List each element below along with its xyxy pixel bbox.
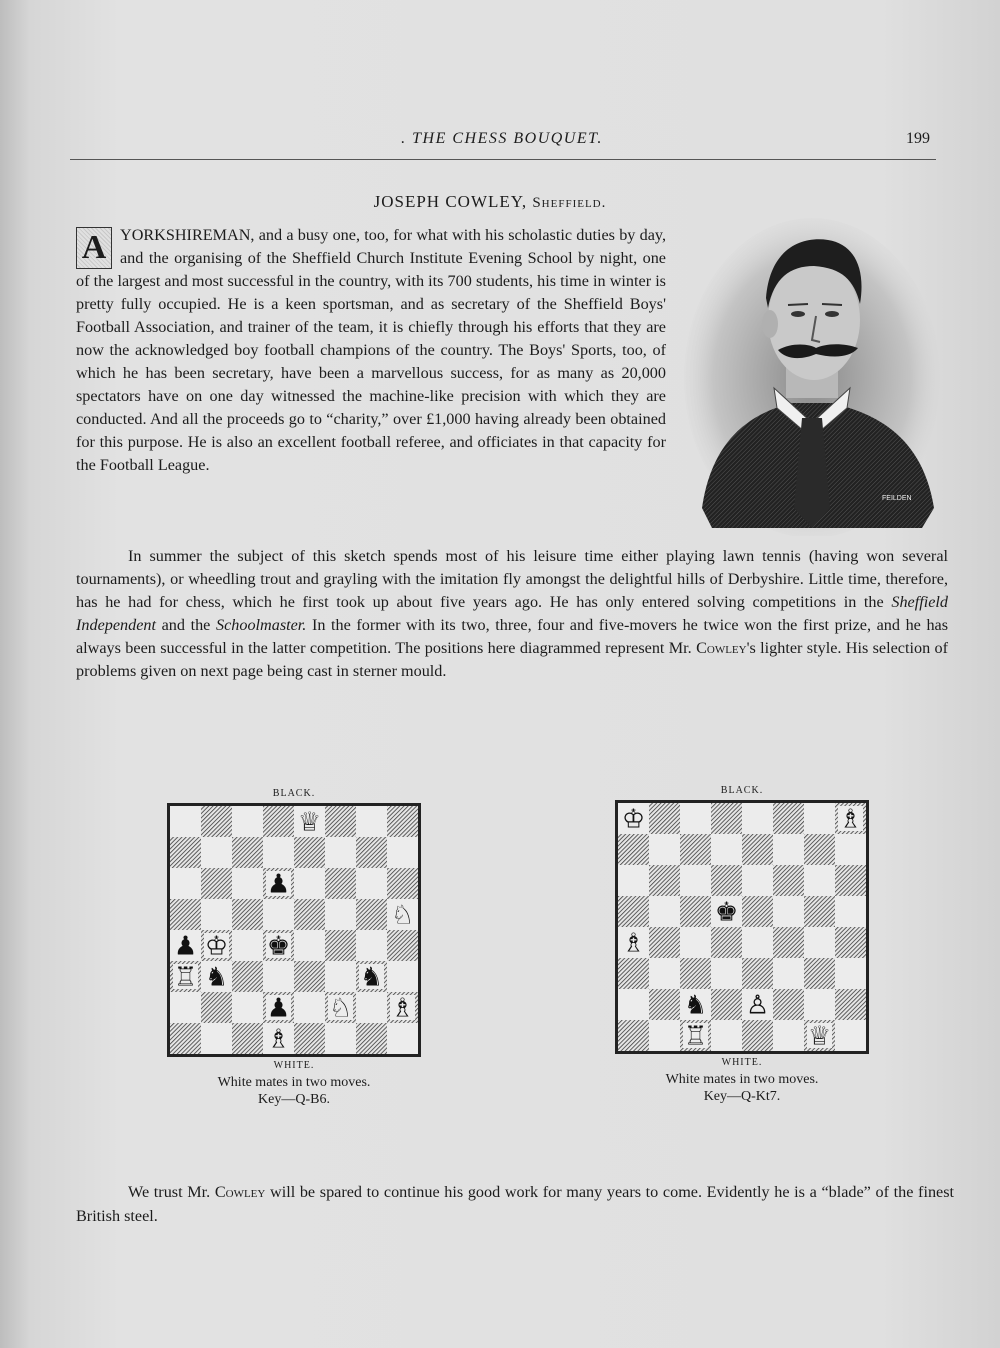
light-square — [263, 961, 294, 992]
page-header — [72, 130, 932, 150]
dark-square — [201, 992, 232, 1023]
dark-square — [618, 834, 649, 865]
dark-square — [387, 806, 418, 837]
chess-board — [615, 800, 869, 1054]
light-square — [649, 834, 680, 865]
dark-square — [356, 1023, 387, 1054]
dark-square — [773, 865, 804, 896]
dark-square — [711, 927, 742, 958]
dark-square — [680, 896, 711, 927]
light-square — [232, 992, 263, 1023]
light-square — [835, 1020, 866, 1051]
light-square — [711, 834, 742, 865]
light-square — [387, 837, 418, 868]
white-queen-piece: ♕ — [297, 807, 322, 838]
light-square — [649, 1020, 680, 1051]
white-bishop-piece: ♗ — [621, 928, 646, 959]
dark-square — [618, 1020, 649, 1051]
portrait-photo — [682, 208, 940, 536]
light-square — [804, 803, 835, 834]
black-king-piece: ♚ — [266, 931, 291, 962]
problem-key: Key—Q-B6. — [258, 1092, 330, 1107]
dark-square — [232, 837, 263, 868]
dark-square — [649, 927, 680, 958]
paragraph-2-part-b: In the former with its two, three, four and five-movers he twice won the first prize, and he has always been successful in the latter competition. The positions here diagrammed represent Mr. — [76, 616, 949, 657]
dark-square — [649, 865, 680, 896]
dark-square — [742, 896, 773, 927]
light-square — [804, 927, 835, 958]
light-square — [773, 834, 804, 865]
dark-square — [711, 803, 742, 834]
dark-square — [711, 989, 742, 1020]
dark-square — [201, 868, 232, 899]
light-square — [325, 899, 356, 930]
dark-square — [773, 989, 804, 1020]
light-square — [356, 868, 387, 899]
light-square — [170, 806, 201, 837]
dark-square — [618, 958, 649, 989]
light-square — [232, 806, 263, 837]
board-svg — [618, 803, 866, 1051]
light-square — [325, 961, 356, 992]
dark-square — [835, 865, 866, 896]
dark-square — [649, 803, 680, 834]
dark-square — [325, 868, 356, 899]
light-square — [201, 837, 232, 868]
light-square — [742, 803, 773, 834]
light-square — [356, 992, 387, 1023]
black-knight-piece: ♞ — [359, 962, 384, 993]
dark-square — [294, 961, 325, 992]
dark-square — [294, 899, 325, 930]
problem-caption: White mates in two moves. — [217, 1075, 371, 1090]
dark-square — [232, 961, 263, 992]
dark-square — [742, 958, 773, 989]
light-square — [294, 992, 325, 1023]
light-square — [835, 958, 866, 989]
black-pawn-piece: ♟ — [266, 993, 291, 1024]
paragraph-2-part-a: In summer the subject of this sketch spends most of his leisure time either playing lawn tennis (having won several tournaments), or wheedling trout and grayling with the imitation fly amongst the delightful hills of Derbyshire. Little time, therefore, has he had for chess, which he first took up about five years ago. He has only entered solving competitions in the — [76, 547, 948, 611]
dark-square — [170, 1023, 201, 1054]
dark-square — [232, 899, 263, 930]
light-square — [201, 899, 232, 930]
dark-square — [232, 1023, 263, 1054]
page-number: 199 — [906, 130, 930, 147]
newspaper-schoolmaster: Schoolmaster. — [215, 616, 307, 634]
light-square — [773, 958, 804, 989]
cowley-name: Cowley — [214, 1183, 266, 1201]
white-bishop-piece: ♗ — [390, 993, 415, 1024]
dark-square — [618, 896, 649, 927]
light-square — [618, 865, 649, 896]
white-label: WHITE. — [273, 1060, 315, 1071]
dark-square — [680, 834, 711, 865]
black-knight-piece: ♞ — [204, 962, 229, 993]
black-label: BLACK. — [720, 785, 764, 796]
light-square — [680, 865, 711, 896]
dark-square — [294, 837, 325, 868]
paragraph-3-part-a: We trust Mr. — [128, 1183, 211, 1201]
dark-square — [325, 930, 356, 961]
chess-diagram-2 — [612, 785, 872, 1105]
light-square — [835, 896, 866, 927]
light-square — [649, 896, 680, 927]
light-square — [804, 989, 835, 1020]
dark-square — [356, 899, 387, 930]
dark-square — [294, 1023, 325, 1054]
article-title — [300, 192, 680, 212]
dark-square — [680, 958, 711, 989]
light-square — [680, 803, 711, 834]
white-bishop-piece: ♗ — [838, 804, 863, 835]
board-svg — [170, 806, 418, 1054]
paragraph-3 — [76, 1180, 954, 1228]
light-square — [742, 865, 773, 896]
black-pawn-piece: ♟ — [266, 869, 291, 900]
light-square — [680, 927, 711, 958]
light-square — [356, 806, 387, 837]
header-rule — [70, 159, 936, 160]
white-label: WHITE. — [721, 1057, 763, 1068]
light-square — [356, 930, 387, 961]
light-square — [649, 958, 680, 989]
dark-square — [170, 899, 201, 930]
black-label: BLACK. — [272, 788, 316, 799]
dark-square — [387, 930, 418, 961]
paragraph-3-part-b: will be spared to continue his good work for many years to come. Evidently he is a “blade” of the finest British steel. — [76, 1183, 955, 1225]
running-title: . THE CHESS BOUQUET. — [401, 130, 603, 147]
chess-board — [167, 803, 421, 1057]
light-square — [387, 1023, 418, 1054]
light-square — [804, 865, 835, 896]
paragraph-2-and: and the — [161, 616, 211, 634]
white-knight-piece: ♘ — [390, 900, 415, 931]
light-square — [170, 868, 201, 899]
dark-square — [325, 806, 356, 837]
paragraph-2-part-c: 's lighter style. His selection of problems given on next page being cast in sterner mould. — [76, 639, 949, 680]
white-knight-piece: ♘ — [328, 993, 353, 1024]
white-rook-piece: ♖ — [173, 962, 198, 993]
light-square — [387, 961, 418, 992]
dark-square — [649, 989, 680, 1020]
white-pawn-piece: ♙ — [745, 990, 770, 1021]
title-place: Sheffield. — [532, 195, 607, 211]
light-square — [294, 868, 325, 899]
dark-square — [742, 834, 773, 865]
dark-square — [356, 837, 387, 868]
light-square — [773, 896, 804, 927]
paragraph-1 — [76, 224, 666, 477]
white-king-piece: ♔ — [204, 931, 229, 962]
light-square — [742, 927, 773, 958]
portrait-signature: FEILDEN — [882, 495, 912, 502]
black-pawn-piece: ♟ — [173, 931, 198, 962]
newspaper-sheffield-independent: Sheffield Independent — [76, 593, 948, 634]
light-square — [294, 930, 325, 961]
paragraph-2 — [76, 545, 948, 683]
dark-square — [742, 1020, 773, 1051]
dark-square — [387, 868, 418, 899]
light-square — [170, 992, 201, 1023]
light-square — [325, 837, 356, 868]
cowley-name: Cowley — [696, 639, 747, 657]
dark-square — [804, 896, 835, 927]
light-square — [263, 899, 294, 930]
dark-square — [170, 837, 201, 868]
light-square — [711, 958, 742, 989]
light-square — [325, 1023, 356, 1054]
light-square — [263, 837, 294, 868]
drop-cap: A — [76, 227, 112, 269]
black-knight-piece: ♞ — [683, 990, 708, 1021]
white-rook-piece: ♖ — [683, 1021, 708, 1051]
dark-square — [835, 927, 866, 958]
white-king-piece: ♔ — [621, 804, 646, 835]
light-square — [835, 834, 866, 865]
light-square — [232, 868, 263, 899]
portrait-engraving — [682, 208, 940, 536]
light-square — [618, 989, 649, 1020]
dark-square — [773, 927, 804, 958]
white-bishop-piece: ♗ — [266, 1024, 291, 1054]
dark-square — [804, 958, 835, 989]
dark-square — [835, 989, 866, 1020]
dark-square — [201, 806, 232, 837]
dark-square — [773, 803, 804, 834]
light-square — [201, 1023, 232, 1054]
white-queen-piece: ♕ — [807, 1021, 832, 1051]
black-king-piece: ♚ — [714, 897, 739, 928]
problem-caption: White mates in two moves. — [665, 1072, 819, 1087]
chess-diagram-1 — [164, 788, 424, 1108]
light-square — [773, 1020, 804, 1051]
light-square — [711, 1020, 742, 1051]
light-square — [232, 930, 263, 961]
title-name: JOSEPH COWLEY, — [373, 192, 528, 211]
paragraph-1-text: YORKSHIREMAN, and a busy one, too, for what with his scholastic duties by day, and the organising of the Sheffield Church Institute Evening School by night, one of the largest and most successful in the country, with its 700 students, his time in winter is pretty fully occupied. He is a keen sportsman, and as secretary of the Sheffield Boys' Football Association, and trainer of the team, it is chiefly through his efforts that they are now the acknowledged boy football champions of the country. The Boys' Sports, too, of which he has been secretary, have been a marvellous success, for as many as 20,000 spectators have on one day witnessed the machine-like precision with which they are conducted. And all the proceeds go to “charity,” over £1,000 having already been obtained for this purpose. He is also an excellent football referee, and officiates in that capacity for the Football League. — [76, 226, 666, 474]
dark-square — [263, 806, 294, 837]
problem-key: Key—Q-Kt7. — [703, 1089, 781, 1104]
dark-square — [711, 865, 742, 896]
dark-square — [804, 834, 835, 865]
